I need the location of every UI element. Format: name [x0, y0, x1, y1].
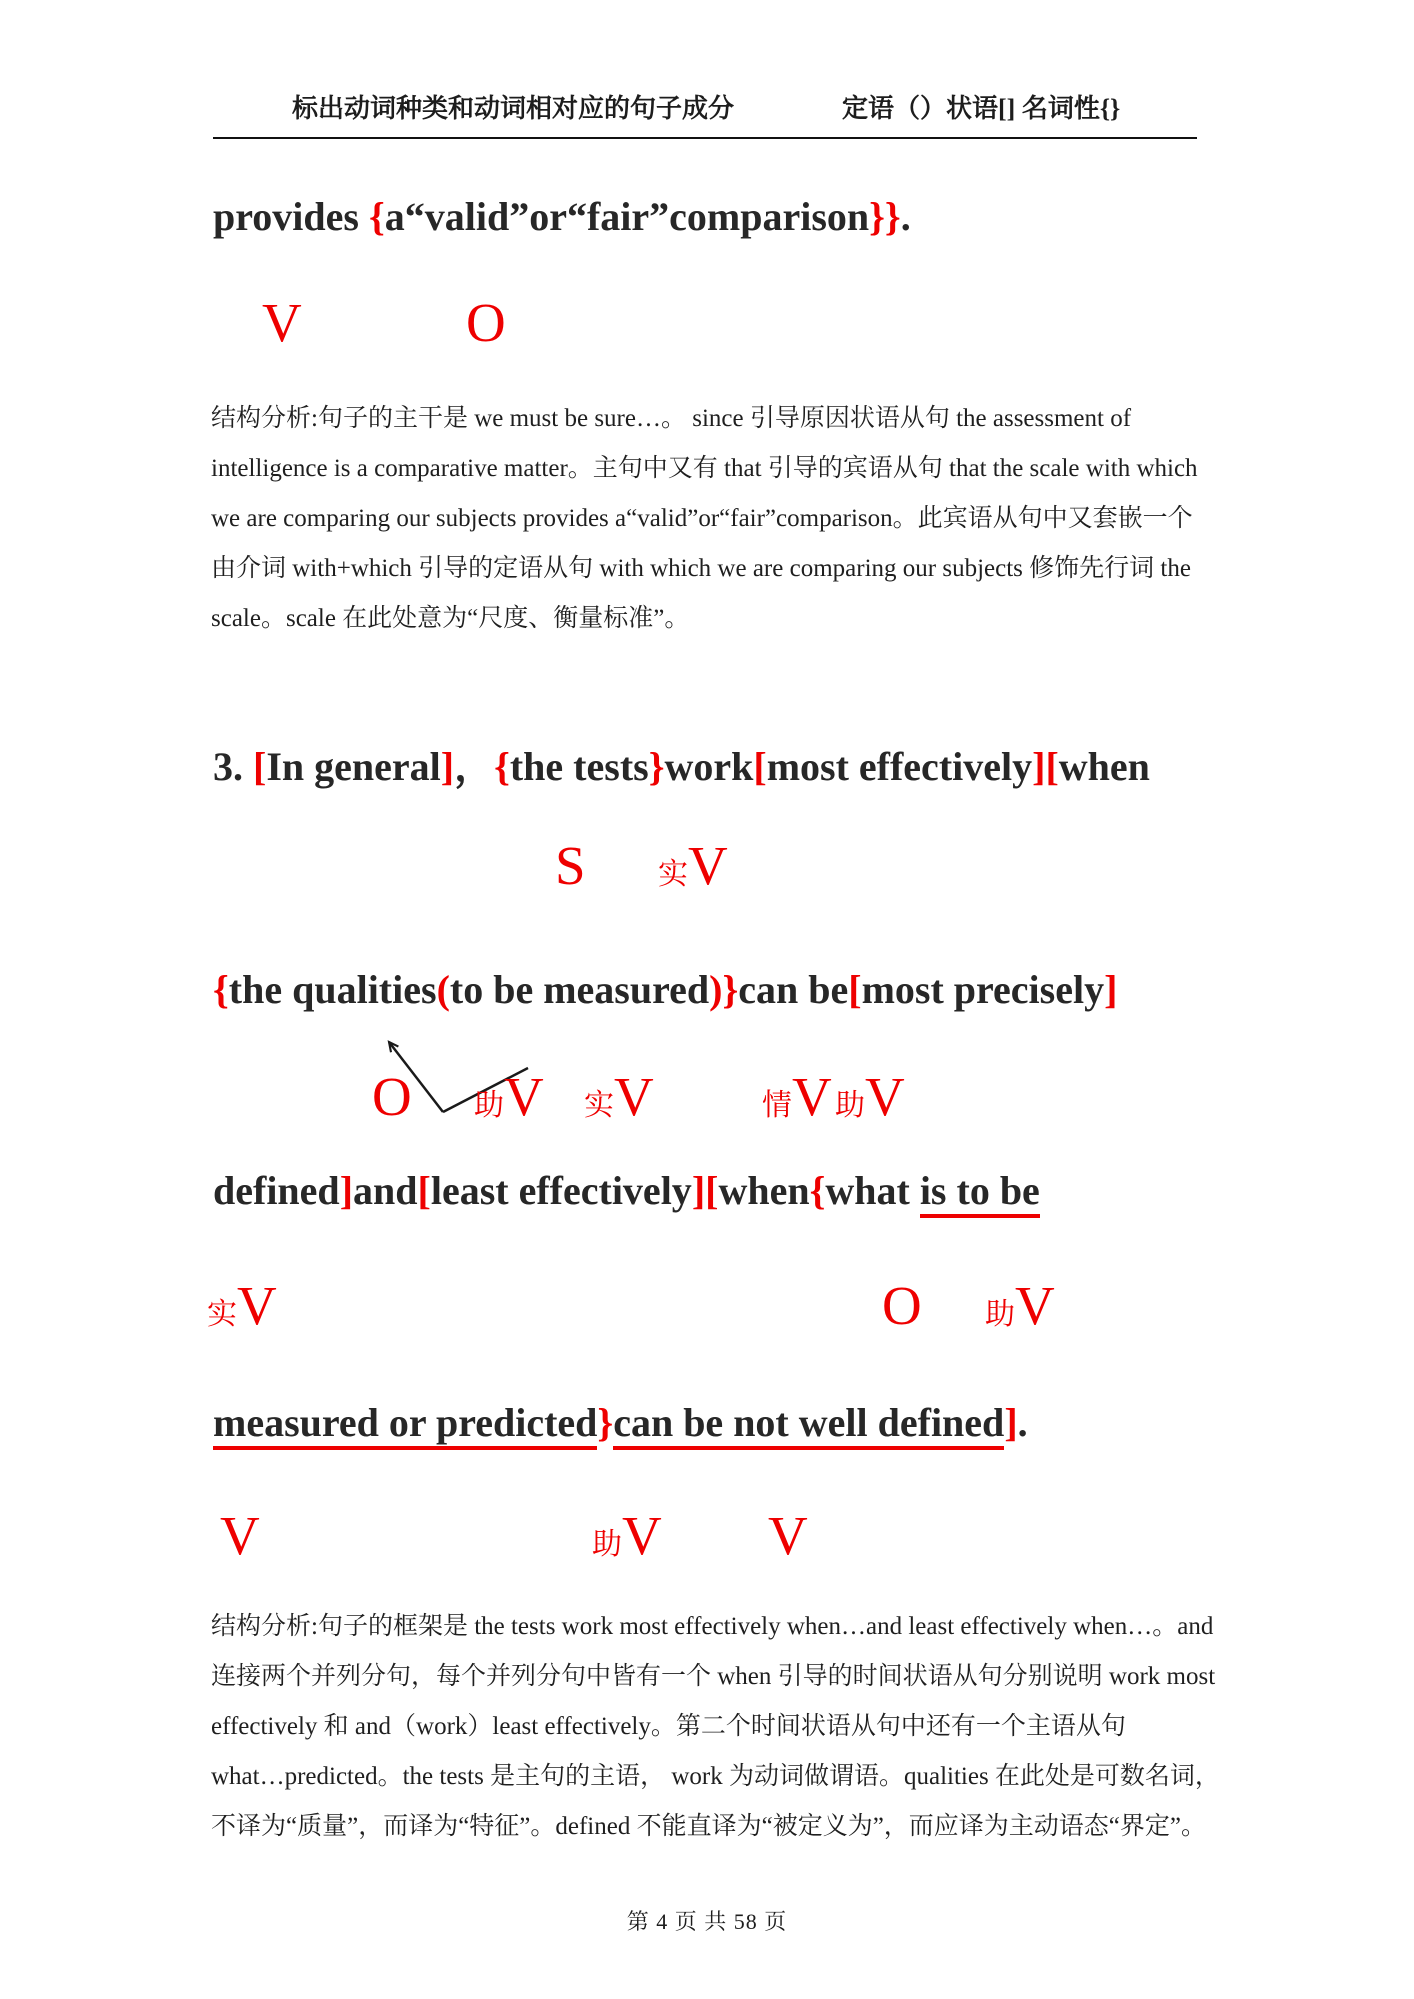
text-segment: .	[900, 194, 911, 239]
grammar-label	[882, 1275, 922, 1336]
text-segment: ][	[691, 1168, 719, 1213]
text-segment: {	[213, 967, 229, 1012]
text-segment: what	[825, 1168, 920, 1213]
text-segment: the qualities	[228, 967, 437, 1012]
grammar-label	[584, 1066, 654, 1127]
grammar-label-char: V	[622, 1505, 662, 1566]
grammar-label	[835, 1066, 905, 1127]
text-segment: [	[253, 744, 267, 789]
text-segment: [	[753, 744, 767, 789]
text-segment: }	[597, 1400, 614, 1445]
text-segment: ]	[1104, 967, 1118, 1012]
text-segment: measured or predicted	[213, 1400, 597, 1450]
text-segment: provides	[213, 194, 369, 239]
grammar-label	[207, 1275, 277, 1336]
grammar-label-char: V	[1015, 1275, 1055, 1336]
text-segment: to be measured	[449, 967, 710, 1012]
grammar-label	[372, 1066, 412, 1127]
text-segment: [	[848, 967, 862, 1012]
sentence3-label-row3	[0, 1275, 1414, 1340]
sentence3-line4	[213, 1398, 1028, 1448]
grammar-label	[220, 1505, 260, 1566]
grammar-label-char: V	[262, 292, 302, 353]
header-rule	[213, 137, 1197, 139]
page-footer: 第 4 页 共 58 页	[626, 1909, 788, 1934]
text-segment: least effectively	[430, 1168, 692, 1213]
grammar-label-char: V	[768, 1505, 808, 1566]
text-segment: {	[809, 1168, 826, 1213]
text-segment: and	[353, 1168, 418, 1213]
grammar-label-char: V	[504, 1066, 544, 1127]
grammar-label	[466, 292, 506, 353]
text-segment: In general	[266, 744, 441, 789]
grammar-label	[658, 835, 728, 896]
grammar-label-char: O	[466, 292, 506, 353]
text-segment: 3.	[213, 744, 253, 789]
text-segment: a“valid”or“fair”comparison	[384, 194, 870, 239]
text-segment: {	[368, 194, 385, 239]
text-segment: most effectively	[766, 744, 1033, 789]
sentence3-line3	[213, 1166, 1040, 1216]
grammar-label-char: O	[882, 1275, 922, 1336]
analysis-line: 结构分析:句子的主干是 we must be sure…。 since 引导原因状语从句 the assessment of	[211, 405, 1132, 432]
text-segment: .	[1017, 1400, 1028, 1445]
sentence2-label-row	[0, 292, 1414, 357]
text-segment: most precisely	[861, 967, 1105, 1012]
text-segment: [	[417, 1168, 431, 1213]
text-segment: can be not well defined	[613, 1400, 1004, 1450]
grammar-label	[762, 1066, 832, 1127]
grammar-label-char: 助	[592, 1528, 622, 1561]
grammar-label-char: V	[792, 1066, 832, 1127]
analysis-line: 结构分析:句子的框架是 the tests work most effectively when…and least effectively when…。and	[211, 1613, 1214, 1640]
header-title: 标出动词种类和动词相对应的句子成分	[292, 94, 735, 123]
text-segment: ]	[1004, 1400, 1018, 1445]
sentence3-label-row4	[0, 1505, 1414, 1570]
text-segment: )}	[709, 967, 739, 1012]
sentence3-label-row2	[0, 1066, 1414, 1131]
text-segment: {	[494, 744, 510, 789]
analysis-line: we are comparing our subjects provides a“valid”or“fair”comparison。此宾语从句中又套嵌一个	[211, 505, 1193, 532]
sentence2-fragment-line	[213, 192, 911, 242]
analysis-line: 由介词 with+which 引导的定语从句 with which we are comparing our subjects 修饰先行词 the	[211, 555, 1191, 582]
sentence3-analysis	[211, 1602, 1221, 1852]
grammar-label-char: 助	[985, 1298, 1015, 1331]
analysis-line: 连接两个并列分句，每个并列分句中皆有一个 when 引导的时间状语从句分别说明 work most	[211, 1663, 1216, 1690]
sentence2-analysis	[211, 394, 1221, 644]
header-legend: 定语（）状语[] 名词性{}	[842, 94, 1121, 123]
grammar-label-char: V	[237, 1275, 277, 1336]
analysis-line: scale。scale 在此处意为“尺度、衡量标准”。	[211, 605, 690, 632]
grammar-label	[474, 1066, 544, 1127]
grammar-label	[592, 1505, 662, 1566]
analysis-line: what…predicted。the tests 是主句的主语， work 为动词做谓语。qualities 在此处是可数名词，	[211, 1763, 1220, 1790]
sentence3-line1	[213, 742, 1150, 792]
text-segment: work	[664, 744, 754, 789]
grammar-label-char: 助	[835, 1089, 865, 1122]
text-segment: ，	[454, 744, 495, 789]
grammar-label	[768, 1505, 808, 1566]
text-segment: ][	[1032, 744, 1059, 789]
sentence3-label-row1	[0, 835, 1414, 900]
text-segment: ]	[339, 1168, 354, 1213]
analysis-line: effectively 和 and（work）least effectively。第二个时间状语从句中还有一个主语从句	[211, 1713, 1126, 1740]
analysis-line: 不译为“质量”，而译为“特征”。defined 不能直译为“被定义为”，而应译为主动语态“界定”。	[211, 1813, 1206, 1840]
text-segment: when	[1058, 744, 1150, 789]
text-segment: defined	[213, 1168, 340, 1213]
text-segment: }}	[869, 194, 901, 239]
text-segment: }	[648, 744, 665, 789]
grammar-label-char: V	[865, 1066, 905, 1127]
grammar-label-char: S	[555, 835, 586, 896]
text-segment: the tests	[509, 744, 649, 789]
grammar-label-char: 实	[584, 1089, 614, 1122]
grammar-label-char: V	[688, 835, 728, 896]
grammar-label-char: O	[372, 1066, 412, 1127]
sentence3-line2	[213, 965, 1117, 1015]
text-segment: when	[718, 1168, 810, 1213]
grammar-label-char: V	[614, 1066, 654, 1127]
grammar-label	[555, 835, 586, 896]
grammar-label-char: 助	[474, 1089, 504, 1122]
grammar-label	[985, 1275, 1055, 1336]
grammar-label-char: 实	[207, 1298, 237, 1331]
grammar-label-char: 实	[658, 858, 688, 891]
analysis-line: intelligence is a comparative matter。主句中又有 that 引导的宾语从句 that the scale with which	[211, 455, 1198, 482]
text-segment: is to be	[920, 1168, 1040, 1218]
text-segment: ]	[440, 744, 455, 789]
text-segment: can be	[738, 967, 849, 1012]
text-segment: (	[436, 967, 450, 1012]
grammar-label-char: V	[220, 1505, 260, 1566]
grammar-label	[262, 292, 302, 353]
grammar-label-char: 情	[762, 1089, 792, 1122]
